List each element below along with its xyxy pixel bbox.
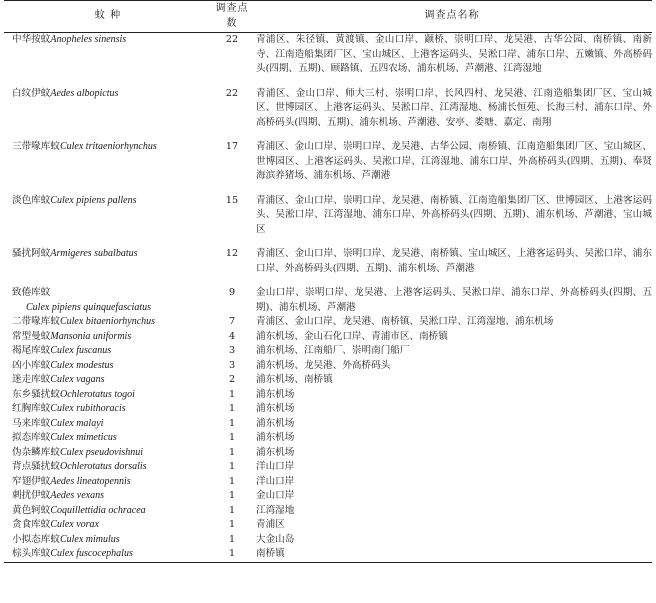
species-cell	[4, 247, 212, 286]
table-row	[4, 402, 652, 417]
species-cell	[4, 194, 212, 248]
species-sci: Culex bitaeniorhynchus	[59, 316, 156, 327]
species-cell	[4, 446, 212, 461]
table-row	[4, 475, 652, 490]
species-cn: 致倦库蚊	[12, 287, 51, 298]
count-cell: 3	[228, 345, 236, 356]
count-cell: 1	[228, 490, 236, 501]
table-row	[4, 533, 652, 548]
sites-cell: 浦东机场	[256, 388, 295, 400]
species-sci: Culex mimeticus	[50, 432, 117, 443]
sites-cell: 浦东机场	[256, 432, 295, 443]
count-cell: 1	[228, 417, 236, 429]
species-cell	[4, 402, 212, 417]
count-cell: 3	[228, 359, 236, 371]
species-cell	[4, 344, 212, 359]
species-cn: 二带喙库蚊	[12, 316, 60, 327]
table-row	[4, 247, 652, 286]
table-row	[4, 330, 652, 345]
table-row	[4, 87, 652, 141]
species-sci: Culex vagans	[50, 374, 105, 385]
table-row	[4, 286, 652, 315]
species-cn: 伪杂鳞库蚊	[12, 446, 60, 458]
sites-cell: 洋山口岸	[256, 461, 295, 472]
species-cn: 黄色轲蚊	[12, 504, 51, 516]
species-cn: 淡色库蚊	[12, 194, 51, 206]
species-cn: 骚扰阿蚊	[12, 248, 51, 259]
species-cn: 中华按蚊	[12, 34, 51, 45]
species-sci: Culex fuscocephalus	[50, 548, 133, 559]
species-sci: Culex tritaeniorhynchus	[59, 141, 157, 152]
species-sci: Culex rubithoracis	[50, 403, 126, 414]
species-sci: Aedes vexans	[50, 490, 104, 501]
count-cell: 12	[225, 248, 239, 259]
sites-cell: 浦东机场、南桥镇	[256, 374, 333, 385]
species-cell	[4, 33, 212, 87]
species-sci: Culex vorax	[50, 519, 99, 530]
sites-cell: 青浦区、朱径镇、黄渡镇、金山口岸、颛桥、崇明口岸、龙吴港、古华公园、南桥镇、南新寺、江南造船集团厂区、宝山城区、上港客运码头、吴淞口岸、浦东口岸、五嫩镇、外高桥码头(四期、五期)、顾路镇、五四农场、浦东机场、芦潮港、江湾湿地	[256, 34, 652, 74]
sites-cell: 浦东机场	[256, 446, 295, 458]
mosquito-species-table	[4, 0, 652, 563]
header-sites: 调查点名称	[252, 1, 652, 33]
species-cn: 马来库蚊	[12, 417, 51, 429]
sites-cell: 江湾湿地	[256, 504, 295, 516]
species-cn: 拟态库蚊	[12, 432, 51, 443]
count-cell: 1	[228, 533, 236, 545]
sites-cell: 南桥镇	[252, 547, 652, 562]
table-row	[4, 417, 652, 432]
species-cell	[4, 373, 212, 388]
species-sci: Mansonia uniformis	[50, 330, 132, 342]
count-cell: 1	[228, 475, 236, 487]
table-row	[4, 504, 652, 519]
table-header	[4, 1, 652, 33]
species-sci: Aedes albopictus	[50, 87, 119, 99]
species-cn: 窄翅伊蚊	[12, 475, 51, 487]
table-row	[4, 431, 652, 446]
species-cell	[4, 388, 212, 403]
count-cell: 15	[225, 194, 239, 206]
table-row	[4, 140, 652, 194]
species-sci: Ochlerotatus togoi	[59, 388, 135, 400]
species-cell	[4, 533, 212, 548]
species-cn: 贪食库蚊	[12, 519, 51, 530]
count-cell: 4	[228, 330, 236, 342]
species-cell	[4, 504, 212, 519]
sites-cell: 大金山岛	[256, 533, 295, 545]
species-sci: Culex pipiens pallens	[50, 194, 137, 206]
table-row	[4, 446, 652, 461]
count-cell: 22	[225, 34, 239, 45]
species-cell	[4, 140, 212, 194]
count-cell: 1	[228, 504, 236, 516]
species-sci: Ochlerotatus dorsalis	[59, 461, 147, 472]
count-cell: 1	[212, 547, 252, 562]
species-cn: 褐尾库蚊	[12, 345, 51, 356]
species-cn: 常型曼蚊	[12, 330, 51, 342]
sites-cell: 浦东机场、金山石化口岸、青浦市区、南桥镇	[256, 330, 448, 342]
count-cell: 1	[228, 432, 236, 443]
count-cell: 9	[228, 287, 236, 298]
species-cn: 迷走库蚊	[12, 374, 51, 385]
species-cell	[4, 460, 212, 475]
sites-cell: 青浦区、金山口岸、崇明口岸、龙吴港、南桥镇、宝山城区、上港客运码头、吴淞口岸、浦东口岸、外高桥码头(四期、五期)、浦东机场、芦潮港	[256, 248, 652, 274]
species-cell	[4, 417, 212, 432]
species-cn: 红胸库蚊	[12, 403, 51, 414]
species-sci: Culex pipiens quinquefasciatus	[26, 301, 151, 313]
table-row	[4, 518, 652, 533]
species-cn: 刺扰伊蚊	[12, 490, 51, 501]
header-count: 调查点数	[212, 1, 252, 33]
table-row	[4, 460, 652, 475]
sites-cell: 浦东机场	[256, 417, 295, 429]
species-sci: Aedes lineatopennis	[50, 475, 131, 487]
sites-cell: 青浦区、金山口岸、崇明口岸、龙吴港、南桥镇、江南造船集团厂区、世博园区、上港客运码头、吴淞口岸、江湾湿地、浦东口岸、外高桥码头(四期、五期)、浦东机场、芦潮港、宝山城区	[256, 194, 652, 235]
species-sci: Culex malayi	[50, 417, 104, 429]
table-row	[4, 315, 652, 330]
sites-cell: 青浦区、金山口岸、崇明口岸、龙吴港、古华公园、南桥镇、江南造船集团厂区、宝山城区、世博园区、上港客运码头、吴淞口岸、江湾湿地、浦东口岸、外高桥码头(四期、五期)、奉贤海滨养猪场、浦东机场、芦潮港	[256, 141, 652, 181]
species-sci: Culex modestus	[50, 359, 114, 371]
sites-cell: 洋山口岸	[256, 475, 295, 487]
sites-cell: 浦东机场、龙吴港、外高桥码头	[256, 359, 391, 371]
table-row	[4, 33, 652, 87]
sites-cell: 青浦区、金山口岸、龙吴港、南桥镇、吴淞口岸、江湾湿地、浦东机场	[256, 316, 554, 327]
count-cell: 2	[228, 374, 236, 385]
count-cell: 7	[228, 316, 236, 327]
species-sci: Armigeres subalbatus	[50, 248, 138, 259]
count-cell: 1	[228, 446, 236, 458]
species-cell	[4, 315, 212, 330]
table-row	[4, 388, 652, 403]
table-row	[4, 344, 652, 359]
species-cell	[4, 359, 212, 374]
species-cn: 东乡骚扰蚊	[12, 388, 60, 400]
species-cn: 三带喙库蚊	[12, 141, 60, 152]
sites-cell: 浦东机场、江南船厂、崇明南门船厂	[256, 345, 410, 356]
species-cell	[4, 330, 212, 345]
species-cell	[4, 431, 212, 446]
species-sci: Anopheles sinensis	[50, 34, 127, 45]
table-row	[4, 373, 652, 388]
table-body	[4, 33, 652, 563]
species-cell	[4, 87, 212, 141]
sites-cell: 金山口岸	[256, 490, 295, 501]
table-row	[4, 359, 652, 374]
table-row	[4, 489, 652, 504]
sites-cell: 金山口岸、崇明口岸、龙吴港、上港客运码头、吴淞口岸、浦东口岸、外高桥码头(四期、五期)、浦东机场、芦潮港	[256, 287, 652, 313]
species-cell	[4, 286, 212, 315]
species-cn: 小拟态库蚊	[12, 533, 60, 545]
count-cell: 1	[228, 403, 236, 414]
species-sci: Culex pseudovishnui	[59, 446, 144, 458]
species-cell	[4, 518, 212, 533]
table-row	[4, 547, 652, 562]
count-cell: 17	[225, 141, 239, 152]
species-sci: Culex mimulus	[59, 533, 120, 545]
count-cell: 22	[225, 87, 239, 99]
species-cn: 棕头库蚊	[12, 548, 51, 559]
header-species: 蚊 种	[4, 1, 212, 33]
sites-cell: 青浦区、金山口岸、师大三村、崇明口岸、长风四村、龙吴港、江南造船集团厂区、宝山城区、世博园区、上港客运码头、吴淞口岸、江湾湿地、杨浦长恒苑、长海三村、浦东口岸、外高桥码头(四期、五期)、浦东机场、芦潮港、安亭、娄塘、嘉定、南翔	[256, 87, 652, 128]
species-cn: 背点骚扰蚊	[12, 461, 60, 472]
species-cell	[4, 489, 212, 504]
species-cn: 凶小库蚊	[12, 359, 51, 371]
species-sci: Culex fuscanus	[50, 345, 112, 356]
count-cell: 1	[228, 461, 236, 472]
count-cell: 1	[228, 519, 236, 530]
species-cell	[4, 547, 212, 562]
sites-cell: 青浦区	[256, 519, 285, 530]
sites-cell: 浦东机场	[256, 403, 295, 414]
species-cell	[4, 475, 212, 490]
species-cn: 白纹伊蚊	[12, 87, 51, 99]
species-sci: Coquillettidia ochracea	[50, 504, 146, 516]
table-row	[4, 194, 652, 248]
count-cell: 1	[228, 388, 236, 400]
